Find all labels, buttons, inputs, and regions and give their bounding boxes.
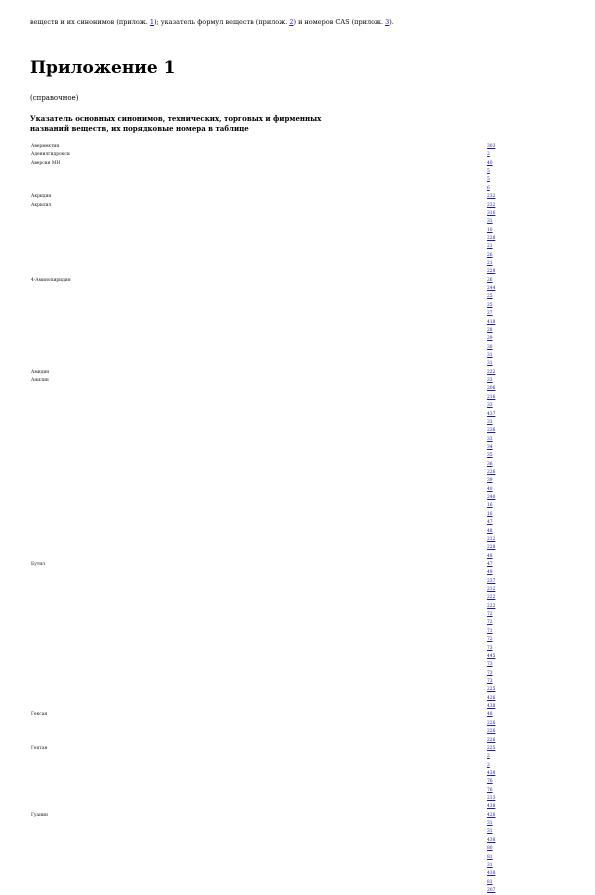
index-row: [31, 243, 499, 251]
index-row: [31, 377, 499, 385]
table-number-link[interactable]: 2: [487, 754, 490, 760]
index-row: [31, 611, 499, 619]
table-number-link[interactable]: 236: [487, 428, 496, 434]
table-number-link[interactable]: 226: [487, 729, 496, 735]
table-number-link[interactable]: 34: [487, 444, 493, 450]
table-number-link[interactable]: 29: [487, 336, 493, 342]
index-row: [31, 185, 499, 193]
index-row: [31, 528, 499, 536]
index-row: [31, 168, 499, 176]
index-row: [31, 553, 499, 561]
table-number-link[interactable]: 47: [487, 561, 493, 567]
table-number-link[interactable]: 33: [487, 436, 493, 442]
index-row: [31, 578, 499, 586]
index-row: [31, 427, 499, 435]
appendix-3-link[interactable]: 3: [385, 18, 390, 26]
table-number-link[interactable]: 72: [487, 612, 493, 618]
substance-name: Бутил: [31, 561, 45, 567]
table-number-link[interactable]: 39: [487, 478, 493, 484]
index-row: [31, 176, 499, 184]
table-number-link[interactable]: 226: [487, 737, 496, 743]
index-row: [31, 703, 499, 711]
table-number-link[interactable]: 212: [487, 587, 496, 593]
table-number-link[interactable]: 28: [487, 327, 493, 333]
table-number-link[interactable]: 40: [487, 486, 493, 492]
index-row: [31, 310, 499, 318]
table-number-link[interactable]: 228: [487, 235, 496, 241]
substance-name: Гептан: [31, 745, 48, 751]
index-row: [31, 812, 499, 820]
table-number-link[interactable]: 438: [487, 837, 496, 843]
index-row: [31, 436, 499, 444]
table-number-link[interactable]: 225: [487, 687, 496, 693]
index-row: [31, 536, 499, 544]
table-number-link[interactable]: 6: [487, 185, 490, 191]
table-number-link[interactable]: 303: [487, 144, 496, 149]
index-row: [31, 335, 499, 343]
table-number-link[interactable]: 71: [487, 628, 493, 634]
index-row: [31, 327, 499, 335]
table-number-link[interactable]: 438: [487, 704, 496, 710]
table-number-link[interactable]: 36: [487, 461, 493, 467]
index-row: [31, 870, 499, 878]
table-number-link[interactable]: 21: [487, 244, 493, 250]
substance-name: Акридин: [31, 194, 52, 200]
table-number-link[interactable]: 35: [487, 453, 493, 459]
table-number-link[interactable]: 426: [487, 695, 496, 701]
index-row: [31, 828, 499, 836]
table-number-link[interactable]: 244: [487, 286, 496, 292]
substance-name: Анилин: [31, 378, 49, 384]
table-number-link[interactable]: 33: [487, 378, 493, 384]
table-number-link[interactable]: 31: [487, 862, 493, 868]
table-number-link[interactable]: 80: [487, 846, 493, 852]
index-row: [31, 277, 499, 285]
table-number-link[interactable]: 30: [487, 344, 493, 350]
table-number-link[interactable]: 438: [487, 804, 496, 810]
appendix-heading: Приложение 1: [30, 58, 176, 78]
substance-name: Аденилгидрокси: [31, 152, 70, 158]
index-row: [31, 444, 499, 452]
table-number-link[interactable]: 33: [487, 419, 493, 425]
index-row: [31, 268, 499, 276]
table-number-link[interactable]: 2: [487, 762, 490, 768]
index-subtitle: Указатель основных синонимов, технических, торговых и фирменных названий веществ, их порядковые номера в таблице: [30, 114, 322, 133]
table-number-link[interactable]: 16: [487, 503, 493, 509]
table-number-link[interactable]: 445: [487, 653, 496, 659]
table-number-link[interactable]: 222: [487, 603, 496, 609]
index-row: [31, 762, 499, 770]
index-row: [31, 319, 499, 327]
table-number-link[interactable]: 81: [487, 879, 493, 885]
intro-text-2: ); указатель формул веществ (прилож.: [154, 18, 290, 26]
index-row: [31, 369, 499, 377]
table-number-link[interactable]: 25: [487, 294, 493, 300]
table-number-link[interactable]: 207: [487, 887, 496, 893]
index-row: [31, 252, 499, 260]
table-number-link[interactable]: 226: [487, 470, 496, 476]
index-row: [31, 862, 499, 870]
index-row: [31, 628, 499, 636]
table-number-link[interactable]: 73: [487, 645, 493, 651]
index-row: [31, 594, 499, 602]
table-number-link[interactable]: 81: [487, 854, 493, 860]
index-row: [31, 854, 499, 862]
reference-note: (справочное): [30, 94, 79, 102]
index-row: [31, 494, 499, 502]
substance-name: Авермектин: [31, 144, 60, 149]
index-row: [31, 461, 499, 469]
index-row: [31, 352, 499, 360]
intro-paragraph: [30, 18, 570, 27]
index-row: [31, 477, 499, 485]
index-row: [31, 745, 499, 753]
index-row: [31, 770, 499, 778]
table-number-link[interactable]: 216: [487, 394, 496, 400]
index-row: [31, 143, 499, 151]
table-number-link[interactable]: 237: [487, 578, 496, 584]
index-row: [31, 795, 499, 803]
index-row: [31, 845, 499, 853]
table-number-link[interactable]: 73: [487, 679, 493, 684]
table-number-link[interactable]: 31: [487, 361, 493, 367]
table-number-link[interactable]: 438: [487, 871, 496, 877]
appendix-1-link[interactable]: 1: [149, 18, 155, 26]
index-row: [31, 260, 499, 268]
index-row: [31, 519, 499, 527]
table-number-link[interactable]: 31: [487, 352, 493, 358]
table-number-link[interactable]: 426: [487, 812, 496, 818]
index-row: [31, 160, 499, 168]
table-number-link[interactable]: 40: [487, 160, 493, 166]
table-number-link[interactable]: 228: [487, 545, 496, 551]
table-number-link[interactable]: 206: [487, 386, 496, 392]
index-row: [31, 820, 499, 828]
table-number-link[interactable]: 438: [487, 770, 496, 776]
substance-name: Аверсин МН: [31, 160, 61, 166]
index-row: [31, 737, 499, 745]
table-number-link[interactable]: 232: [487, 202, 496, 208]
index-row: [31, 235, 499, 243]
table-number-link[interactable]: 213: [487, 796, 496, 802]
table-number-link[interactable]: 33: [487, 403, 493, 409]
table-number-link[interactable]: 27: [487, 311, 493, 317]
index-row: [31, 879, 499, 887]
table-number-link[interactable]: 26: [487, 252, 493, 258]
index-row: [31, 636, 499, 644]
index-row: [31, 419, 499, 427]
table-number-link[interactable]: 226: [487, 720, 496, 726]
table-number-link[interactable]: 31: [487, 219, 493, 225]
table-number-link[interactable]: 222: [487, 369, 496, 375]
index-row: [31, 603, 499, 611]
index-row: [31, 210, 499, 218]
substance-name: Амидин: [31, 369, 50, 375]
table-number-link[interactable]: 26: [487, 277, 493, 283]
intro-text-1: веществ и их синонимов (прилож.: [30, 18, 150, 26]
index-row: [31, 686, 499, 694]
index-row: [31, 511, 499, 519]
index-row: [31, 285, 499, 293]
substance-name: Гексан: [31, 712, 48, 718]
table-number-link[interactable]: 2: [487, 152, 490, 158]
index-row: [31, 645, 499, 653]
index-row: [31, 218, 499, 226]
index-row: [31, 787, 499, 795]
index-row: [31, 227, 499, 235]
index-row: [31, 678, 499, 686]
table-number-link[interactable]: 31: [487, 821, 493, 827]
index-row: [31, 695, 499, 703]
table-number-link[interactable]: 72: [487, 620, 493, 626]
index-row: [31, 502, 499, 510]
index-row: [31, 619, 499, 627]
table-number-link[interactable]: 10: [487, 227, 493, 233]
table-number-link[interactable]: 49: [487, 570, 493, 576]
intro-text-4: ).: [389, 18, 394, 26]
table-number-link[interactable]: 48: [487, 553, 493, 559]
table-number-link[interactable]: 48: [487, 528, 493, 534]
substance-name: Гуанин: [31, 812, 48, 818]
table-number-link[interactable]: 316: [487, 210, 496, 216]
table-number-link[interactable]: 76: [487, 787, 493, 793]
index-row: [31, 561, 499, 569]
table-number-link[interactable]: 232: [487, 194, 496, 200]
index-row: [31, 202, 499, 210]
index-row: [31, 653, 499, 661]
index-row: [31, 670, 499, 678]
table-number-link[interactable]: 16: [487, 511, 493, 517]
index-row: [31, 728, 499, 736]
table-number-link[interactable]: 72: [487, 637, 493, 643]
table-number-link[interactable]: 240: [487, 495, 496, 501]
table-number-link[interactable]: 5: [487, 169, 490, 175]
table-number-link[interactable]: 48: [487, 712, 493, 718]
index-row: [31, 887, 499, 895]
table-number-link[interactable]: 25: [487, 302, 493, 308]
table-number-link[interactable]: 212: [487, 536, 496, 542]
table-number-link[interactable]: 437: [487, 411, 496, 417]
index-row: [31, 151, 499, 159]
table-number-link[interactable]: 31: [487, 829, 493, 835]
index-row: [31, 753, 499, 761]
table-number-link[interactable]: 222: [487, 595, 496, 601]
index-row: [31, 778, 499, 786]
substance-index-list: [31, 143, 499, 895]
index-row: [31, 803, 499, 811]
intro-text-3: ) и номеров CAS (прилож.: [293, 18, 386, 26]
table-number-link[interactable]: 73: [487, 670, 493, 676]
index-row: [31, 452, 499, 460]
index-row: [31, 569, 499, 577]
index-row: [31, 720, 499, 728]
substance-name: Акрилил: [31, 202, 52, 208]
index-row: [31, 837, 499, 845]
index-row: [31, 394, 499, 402]
table-number-link[interactable]: 228: [487, 269, 496, 275]
table-number-link[interactable]: 225: [487, 745, 496, 751]
index-row: [31, 711, 499, 719]
table-number-link[interactable]: 21: [487, 261, 493, 267]
appendix-2-link[interactable]: 2: [289, 18, 294, 26]
index-row: [31, 302, 499, 310]
index-row: [31, 193, 499, 201]
index-row: [31, 360, 499, 368]
index-row: [31, 402, 499, 410]
index-row: [31, 661, 499, 669]
index-row: [31, 544, 499, 552]
index-row: [31, 469, 499, 477]
index-row: [31, 344, 499, 352]
substance-name: 4-Аминопиридин: [31, 277, 71, 283]
index-row: [31, 411, 499, 419]
index-row: [31, 293, 499, 301]
table-number-link[interactable]: 5: [487, 177, 490, 183]
index-row: [31, 586, 499, 594]
table-number-link[interactable]: 76: [487, 779, 493, 785]
table-number-link[interactable]: 418: [487, 319, 496, 325]
table-number-link[interactable]: 47: [487, 520, 493, 526]
index-row: [31, 385, 499, 393]
index-row: [31, 486, 499, 494]
table-number-link[interactable]: 73: [487, 662, 493, 668]
